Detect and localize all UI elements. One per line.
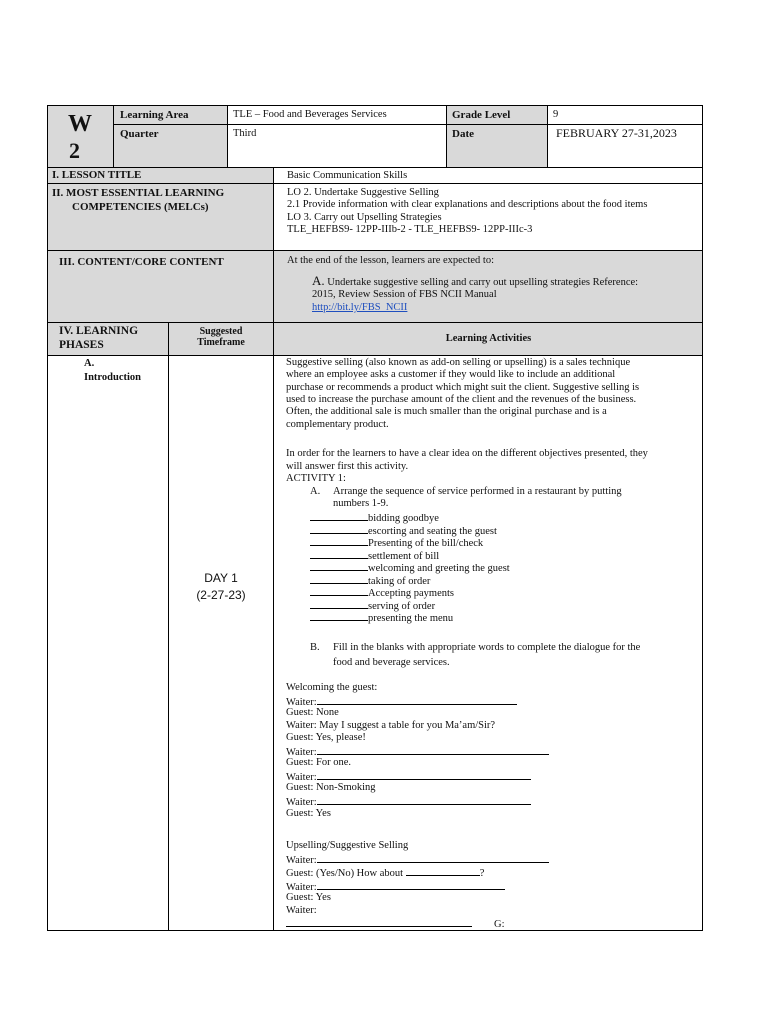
- content-item-letter: A.: [312, 273, 325, 288]
- dialogue-line: Guest: Non-Smoking: [286, 782, 376, 793]
- day-date: (2-27-23): [196, 588, 246, 602]
- learning-activities-header: Learning Activities: [445, 333, 532, 344]
- quarter-label: Quarter: [120, 128, 159, 140]
- dialogue-line: Waiter:: [286, 880, 505, 894]
- day-label: DAY 1: [204, 571, 238, 585]
- answer-blank[interactable]: [310, 549, 368, 559]
- melcs-line: LO 3. Carry out Upselling Strategies: [287, 212, 442, 223]
- grade-level-value: 9: [553, 109, 559, 120]
- content-item-text: Undertake suggestive selling and carry out upselling strategies Reference:: [324, 277, 639, 288]
- dialogue-line: Waiter:: [286, 745, 549, 759]
- part-b-line2: food and beverage services.: [333, 657, 450, 668]
- sequence-item: presenting the menu: [310, 611, 453, 625]
- paragraph-line: will answer first this activity.: [286, 461, 409, 472]
- answer-blank[interactable]: [317, 770, 531, 780]
- sequence-item: welcoming and greeting the guest: [310, 561, 510, 575]
- divider: [446, 105, 447, 167]
- divider: [273, 167, 274, 931]
- sequence-item: taking of order: [310, 574, 430, 588]
- divider: [47, 183, 703, 184]
- dialogue-line: Guest: Yes: [286, 808, 331, 819]
- answer-blank[interactable]: [317, 795, 531, 805]
- phases-label-line2: PHASES: [59, 339, 104, 351]
- sequence-item: escorting and seating the guest: [310, 524, 497, 538]
- divider: [227, 105, 228, 167]
- answer-blank[interactable]: [286, 917, 472, 927]
- timeframe-line2: Timeframe: [197, 337, 245, 348]
- paragraph-line: complementary product.: [286, 419, 389, 430]
- sequence-item: Presenting of the bill/check: [310, 536, 483, 550]
- week-letter: W: [68, 111, 92, 137]
- phase-letter: A.: [84, 358, 95, 369]
- melcs-line: 2.1 Provide information with clear explanations and descriptions about the food items: [287, 199, 648, 210]
- content-intro: At the end of the lesson, learners are expected to:: [287, 255, 495, 266]
- divider: [547, 105, 548, 167]
- dialogue-line: Waiter:: [286, 905, 317, 916]
- sequence-item: settlement of bill: [310, 549, 439, 563]
- paragraph-line: where an employee asks a customer if they would like to include an additional: [286, 369, 616, 380]
- answer-blank[interactable]: [310, 536, 368, 546]
- dialogue-line: Guest: None: [286, 707, 339, 718]
- divider: [47, 355, 703, 356]
- melcs-label-line1: II. MOST ESSENTIAL LEARNING: [52, 187, 225, 199]
- reference-link[interactable]: http://bit.ly/FBS_NCII: [312, 302, 408, 313]
- answer-blank[interactable]: [310, 586, 368, 596]
- phase-name: Introduction: [84, 372, 141, 383]
- table-border-left: [47, 105, 48, 931]
- paragraph-line: In order for the learners to have a clear idea on the different objectives presented, they: [286, 448, 648, 459]
- upselling-title: Upselling/Suggestive Selling: [286, 840, 409, 851]
- activity-title: ACTIVITY 1:: [286, 473, 346, 484]
- dialogue-line: Guest: For one.: [286, 757, 352, 768]
- answer-blank[interactable]: [317, 853, 549, 863]
- content-label: III. CONTENT/CORE CONTENT: [59, 256, 224, 268]
- paragraph-line: Suggestive selling (also known as add-on selling or upselling) is a sales technique: [286, 357, 631, 368]
- melcs-label-line2: COMPETENCIES (MELCs): [72, 201, 209, 213]
- dialogue-line: Waiter: May I suggest a table for you Ma’am/Sir?: [286, 720, 496, 731]
- date-label: Date: [452, 128, 474, 140]
- learning-area-value: TLE – Food and Beverages Services: [233, 109, 387, 120]
- lesson-title-value: Basic Communication Skills: [287, 170, 408, 181]
- sequence-item: Accepting payments: [310, 586, 454, 600]
- dialogue-line: Guest: (Yes/No) How about ?: [286, 868, 485, 879]
- sequence-item: bidding goodbye: [310, 511, 439, 525]
- table-border-right: [702, 105, 703, 931]
- dialogue-line: Waiter:: [286, 853, 549, 867]
- paragraph-line: purchase or recommends a product which might suit the client. Suggestive selling is: [286, 382, 640, 393]
- part-a-line2: numbers 1-9.: [333, 498, 389, 509]
- melcs-line: LO 2. Undertake Suggestive Selling: [287, 187, 439, 198]
- paragraph-line: Often, the additional sale is much smaller than the original purchase and is a: [286, 406, 607, 417]
- answer-blank[interactable]: [317, 695, 517, 705]
- answer-blank[interactable]: [310, 511, 368, 521]
- week-number: 2: [69, 138, 80, 163]
- dialogue-line: Guest: Yes, please!: [286, 732, 366, 743]
- part-b-line1: Fill in the blanks with appropriate words to complete the dialogue for the: [333, 642, 641, 653]
- divider: [47, 167, 703, 168]
- quarter-value: Third: [233, 128, 257, 139]
- timeframe-line1: Suggested: [199, 326, 243, 337]
- divider: [113, 105, 114, 167]
- learning-area-label: Learning Area: [120, 109, 189, 121]
- divider: [47, 322, 703, 323]
- table-border-top: [47, 105, 703, 106]
- content-item-line2: 2015, Review Session of FBS NCII Manual: [312, 289, 497, 300]
- date-value: FEBRUARY 27-31,2023: [556, 126, 677, 140]
- dialogue-line: Waiter:: [286, 770, 531, 784]
- part-b-letter: B.: [310, 642, 320, 653]
- welcoming-title: Welcoming the guest:: [286, 682, 378, 693]
- divider: [113, 124, 703, 125]
- sequence-item: serving of order: [310, 599, 435, 613]
- answer-blank[interactable]: [310, 561, 368, 571]
- answer-blank[interactable]: [310, 611, 368, 621]
- answer-blank[interactable]: [310, 524, 368, 534]
- melcs-line: TLE_HEFBS9- 12PP-IIIb-2 - TLE_HEFBS9- 12PP-IIIc-3: [287, 224, 533, 235]
- content-item-line1: [312, 275, 638, 289]
- part-a-line1: Arrange the sequence of service performed in a restaurant by putting: [333, 486, 622, 497]
- lesson-title-label: I. LESSON TITLE: [52, 169, 142, 181]
- part-a-letter: A.: [310, 486, 321, 497]
- answer-blank[interactable]: [310, 599, 368, 609]
- dialogue-line: Waiter:: [286, 695, 517, 709]
- answer-blank[interactable]: [317, 745, 549, 755]
- divider: [168, 322, 169, 931]
- answer-blank[interactable]: [310, 574, 368, 584]
- dialogue-line: Guest: Yes: [286, 892, 331, 903]
- answer-blank[interactable]: [406, 866, 480, 876]
- dialogue-line: Waiter:: [286, 795, 531, 809]
- divider: [47, 250, 703, 251]
- answer-blank[interactable]: [317, 880, 505, 890]
- dialogue-line: G:: [286, 917, 505, 931]
- phases-label-line1: IV. LEARNING: [59, 325, 139, 337]
- grade-level-label: Grade Level: [452, 109, 511, 121]
- paragraph-line: used to increase the purchase amount of the client and the revenues of the business.: [286, 394, 637, 405]
